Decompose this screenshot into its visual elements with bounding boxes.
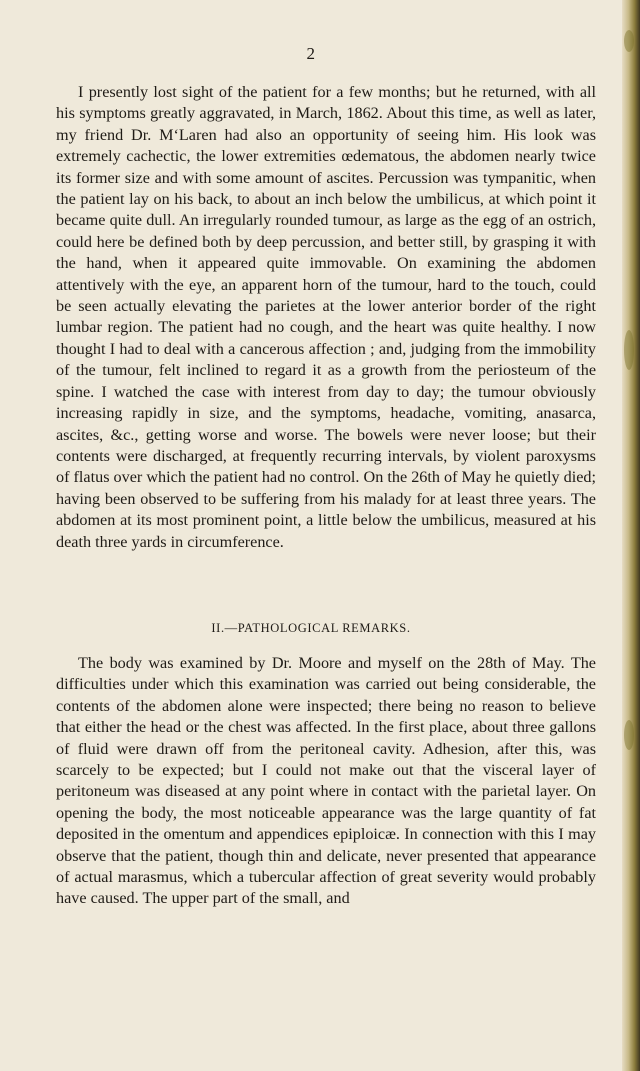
page-number: 2 (306, 44, 316, 63)
page-edge-shadow (622, 0, 640, 1071)
paragraph-clinical-history (56, 82, 596, 553)
paragraph-text: I presently lost sight of the patient for a few months; but he returned, with all his symptoms greatly aggravated, in March, 1862. About this time, as well as later, my friend Dr. M‘Laren had also an opportunity of seeing him. His look was extremely cachectic, the lower extremities œdematous, the abdomen nearly twice its former size and with some amount of ascites. Percussion was tympanitic, when the patient lay on his back, to about an inch below the umbilicus, at which point it became quite dull. An irregularly rounded tumour, as large as the egg of an ostrich, could here be defined both by deep percussion, and better still, by grasping it with the hand, when it appeared quite immovable. On examining the abdomen attentively with the eye, an apparent horn of the tumour, hard to the touch, could be seen actually elevating the parietes at the lower anterior border of the right lumbar region. The patient had no cough, and the heart was quite healthy. I now thought I had to deal with a cancerous affection ; and, judging from the immobility of the tumour, felt inclined to regard it as a growth from the periosteum of the spine. I watched the case with interest from day to day; the tumour obviously increasing rapidly in size, and the symptoms, headache, vomiting, anasarca, ascites, &c., getting worse and worse. The bowels were never loose; but their contents were discharged, at frequently recurring intervals, by violent paroxysms of flatus over which the patient had no control. On the 26th of May he quietly died; having been observed to be suffering from his malady for at least three years. The abdomen at its most prominent point, a little below the umbilicus, measured at his death three yards in circumference. (56, 83, 596, 551)
foxing-stain (624, 720, 634, 750)
foxing-stain (624, 30, 634, 52)
paragraph-text: The body was examined by Dr. Moore and myself on the 28th of May. The difficulties under which this examination was carried out being considerable, the contents of the abdomen alone were inspected; there being no reason to believe that either the head or the chest was affected. In the first place, about three gallons of fluid were drawn off from the peritoneal cavity. Adhesion, after this, was scarcely to be expected; but I could not make out that the visceral layer of peritoneum was diseased at any point where in contact with the parietal layer. On opening the body, the most noticeable appearance was the large quantity of fat deposited in the omentum and appendices epiploicæ. In connection with this I may observe that the patient, though thin and delicate, never presented that appearance of actual marasmus, which a tubercular affection of great severity would probably have caused. The upper part of the small, and (56, 654, 596, 908)
paragraph-pathological-remarks (56, 653, 596, 910)
section-heading: II.—PATHOLOGICAL REMARKS. (211, 621, 411, 635)
foxing-stain (624, 330, 634, 370)
